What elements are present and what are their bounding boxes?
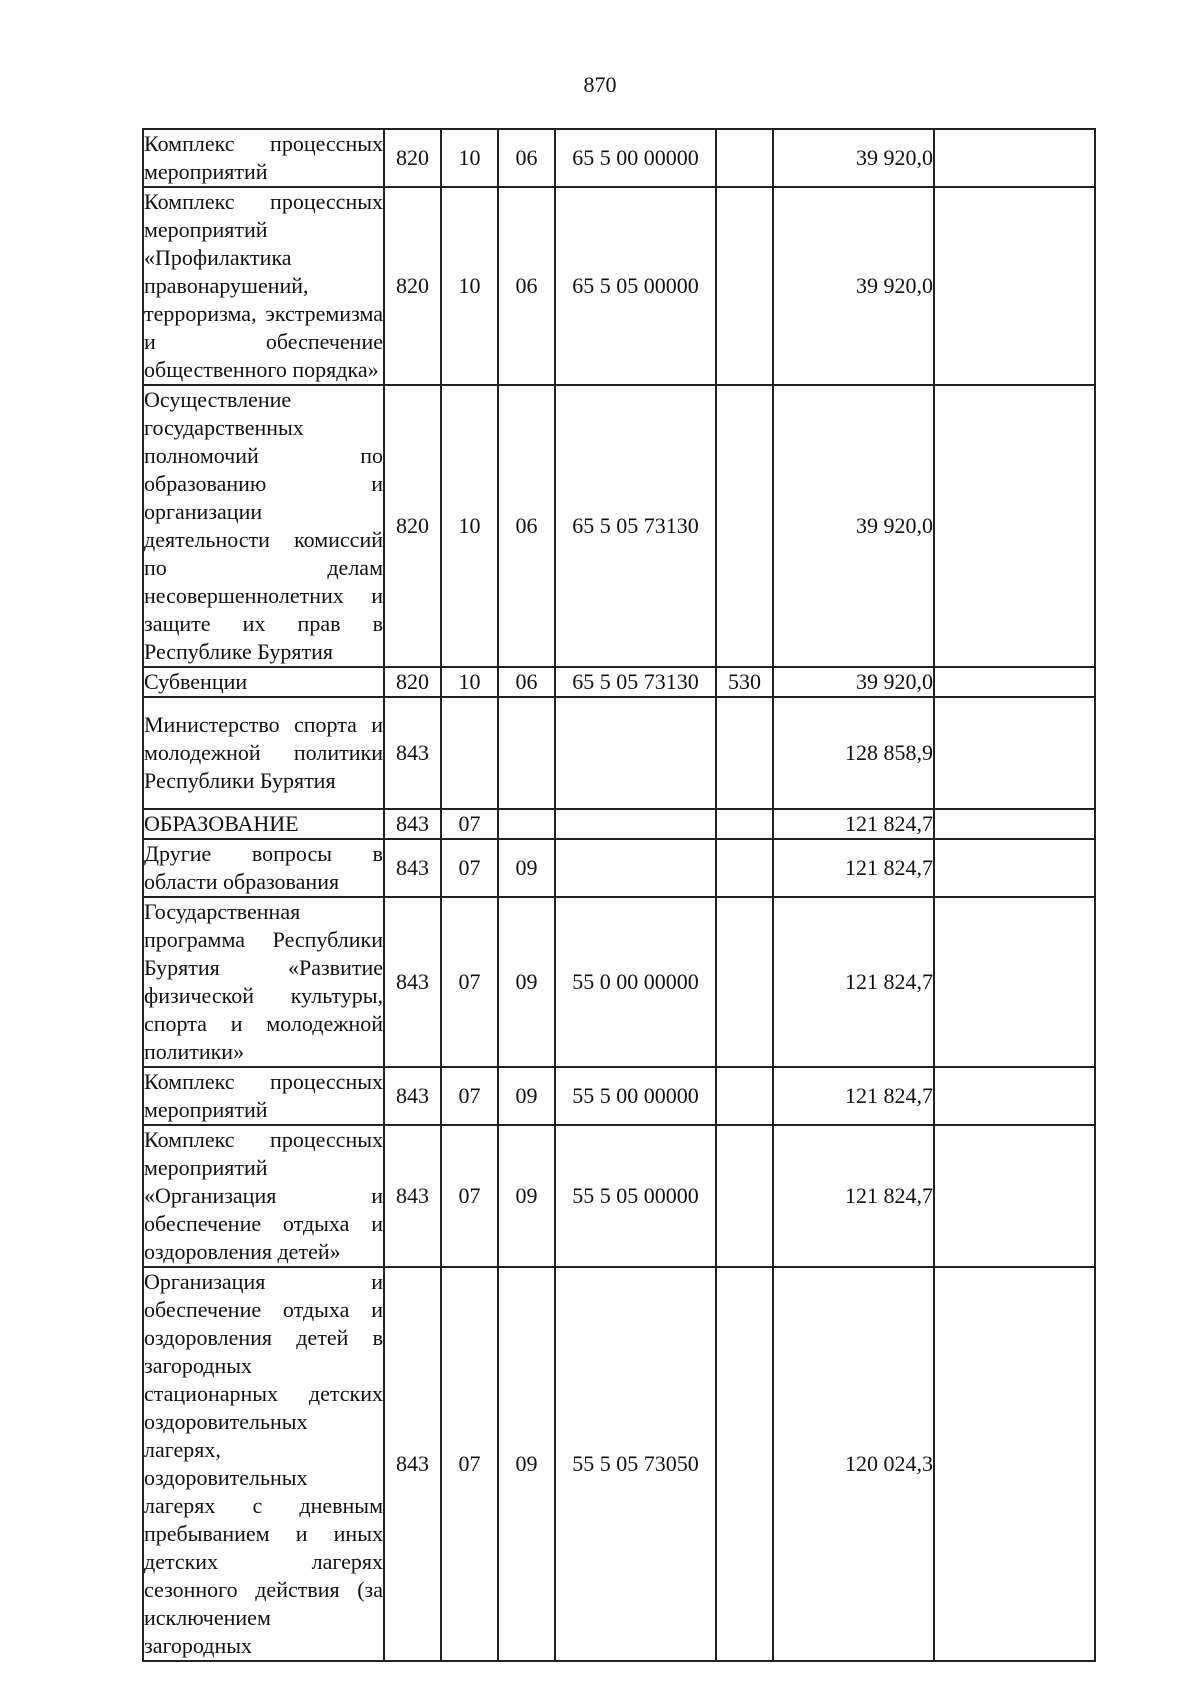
row-amount: 128 858,9 (773, 697, 934, 809)
row-section: 07 (441, 1067, 498, 1125)
row-target-code: 65 5 05 73130 (555, 385, 716, 667)
row-amount: 121 824,7 (773, 897, 934, 1067)
row-name: Другие вопросы в области образования (143, 839, 384, 897)
row-amount: 39 920,0 (773, 187, 934, 385)
row-subsection (498, 697, 555, 809)
row-target-code: 65 5 05 00000 (555, 187, 716, 385)
row-extra (934, 187, 1095, 385)
row-section: 10 (441, 129, 498, 187)
table-row (143, 129, 1095, 187)
row-expense-type (716, 897, 773, 1067)
row-expense-type: 530 (716, 667, 773, 697)
row-extra (934, 839, 1095, 897)
table-row (143, 809, 1095, 839)
table-row (143, 839, 1095, 897)
row-subsection (498, 809, 555, 839)
row-expense-type (716, 129, 773, 187)
row-name: Осуществление государственных полномочий по образованию и организации деятельности комиссий по делам несовершеннолетних и защите их прав в Республике Бурятия (143, 385, 384, 667)
row-section: 07 (441, 839, 498, 897)
table-row (143, 1125, 1095, 1267)
row-target-code: 65 5 05 73130 (555, 667, 716, 697)
row-grbs: 843 (384, 1267, 441, 1661)
row-subsection: 09 (498, 1067, 555, 1125)
row-subsection: 09 (498, 1125, 555, 1267)
row-section: 07 (441, 1267, 498, 1661)
row-amount: 121 824,7 (773, 809, 934, 839)
row-target-code: 55 5 05 73050 (555, 1267, 716, 1661)
row-expense-type (716, 809, 773, 839)
row-extra (934, 697, 1095, 809)
row-expense-type (716, 839, 773, 897)
row-subsection: 06 (498, 187, 555, 385)
row-extra (934, 897, 1095, 1067)
table-row (143, 385, 1095, 667)
row-target-code (555, 839, 716, 897)
row-name: Государственная программа Республики Бурятия «Развитие физической культуры, спорта и молодежной политики» (143, 897, 384, 1067)
row-subsection: 06 (498, 129, 555, 187)
row-section (441, 697, 498, 809)
row-name: Субвенции (143, 667, 384, 697)
row-expense-type (716, 187, 773, 385)
table-row (143, 187, 1095, 385)
row-grbs: 843 (384, 1067, 441, 1125)
row-name: Организация и обеспечение отдыха и оздоровления детей в загородных стационарных детских оздоровительных лагерях, оздоровительных лагерях с дневным пребыванием и иных детских лагерях сезонного действия (за исключением загородных (143, 1267, 384, 1661)
row-subsection: 06 (498, 385, 555, 667)
row-section: 10 (441, 187, 498, 385)
row-grbs: 843 (384, 897, 441, 1067)
row-grbs: 843 (384, 809, 441, 839)
row-subsection: 06 (498, 667, 555, 697)
row-section: 07 (441, 1125, 498, 1267)
row-amount: 39 920,0 (773, 129, 934, 187)
row-grbs: 820 (384, 129, 441, 187)
table-row (143, 1067, 1095, 1125)
row-extra (934, 809, 1095, 839)
row-amount: 120 024,3 (773, 1267, 934, 1661)
row-name: Комплекс процессных мероприятий «Организация и обеспечение отдыха и оздоровления детей» (143, 1125, 384, 1267)
row-amount: 121 824,7 (773, 839, 934, 897)
table-row (143, 1267, 1095, 1661)
row-name: Комплекс процессных мероприятий (143, 129, 384, 187)
row-expense-type (716, 697, 773, 809)
budget-table (142, 128, 1096, 1662)
row-name: Комплекс процессных мероприятий (143, 1067, 384, 1125)
table-row (143, 667, 1095, 697)
row-name: Министерство спорта и молодежной политики Республики Бурятия (143, 697, 384, 809)
row-expense-type (716, 1067, 773, 1125)
row-grbs: 820 (384, 385, 441, 667)
row-expense-type (716, 1125, 773, 1267)
row-section: 07 (441, 809, 498, 839)
row-section: 10 (441, 667, 498, 697)
row-target-code: 55 5 05 00000 (555, 1125, 716, 1267)
row-target-code (555, 809, 716, 839)
row-amount: 121 824,7 (773, 1067, 934, 1125)
row-subsection: 09 (498, 839, 555, 897)
row-extra (934, 1267, 1095, 1661)
row-section: 10 (441, 385, 498, 667)
row-amount: 39 920,0 (773, 385, 934, 667)
row-grbs: 843 (384, 1125, 441, 1267)
row-extra (934, 1125, 1095, 1267)
row-extra (934, 1067, 1095, 1125)
row-extra (934, 129, 1095, 187)
row-grbs: 820 (384, 187, 441, 385)
row-amount: 121 824,7 (773, 1125, 934, 1267)
row-section: 07 (441, 897, 498, 1067)
row-grbs: 820 (384, 667, 441, 697)
row-extra (934, 385, 1095, 667)
table-row (143, 697, 1095, 809)
page-number: 870 (583, 72, 617, 97)
row-expense-type (716, 385, 773, 667)
row-grbs: 843 (384, 697, 441, 809)
row-subsection: 09 (498, 1267, 555, 1661)
row-subsection: 09 (498, 897, 555, 1067)
row-expense-type (716, 1267, 773, 1661)
row-target-code (555, 697, 716, 809)
row-target-code: 65 5 00 00000 (555, 129, 716, 187)
row-extra (934, 667, 1095, 697)
row-name: Комплекс процессных мероприятий «Профилактика правонарушений, терроризма, экстремизма и обеспечение общественного порядка» (143, 187, 384, 385)
table-row (143, 897, 1095, 1067)
row-amount: 39 920,0 (773, 667, 934, 697)
row-target-code: 55 0 00 00000 (555, 897, 716, 1067)
row-grbs: 843 (384, 839, 441, 897)
row-target-code: 55 5 00 00000 (555, 1067, 716, 1125)
row-name: ОБРАЗОВАНИЕ (143, 809, 384, 839)
